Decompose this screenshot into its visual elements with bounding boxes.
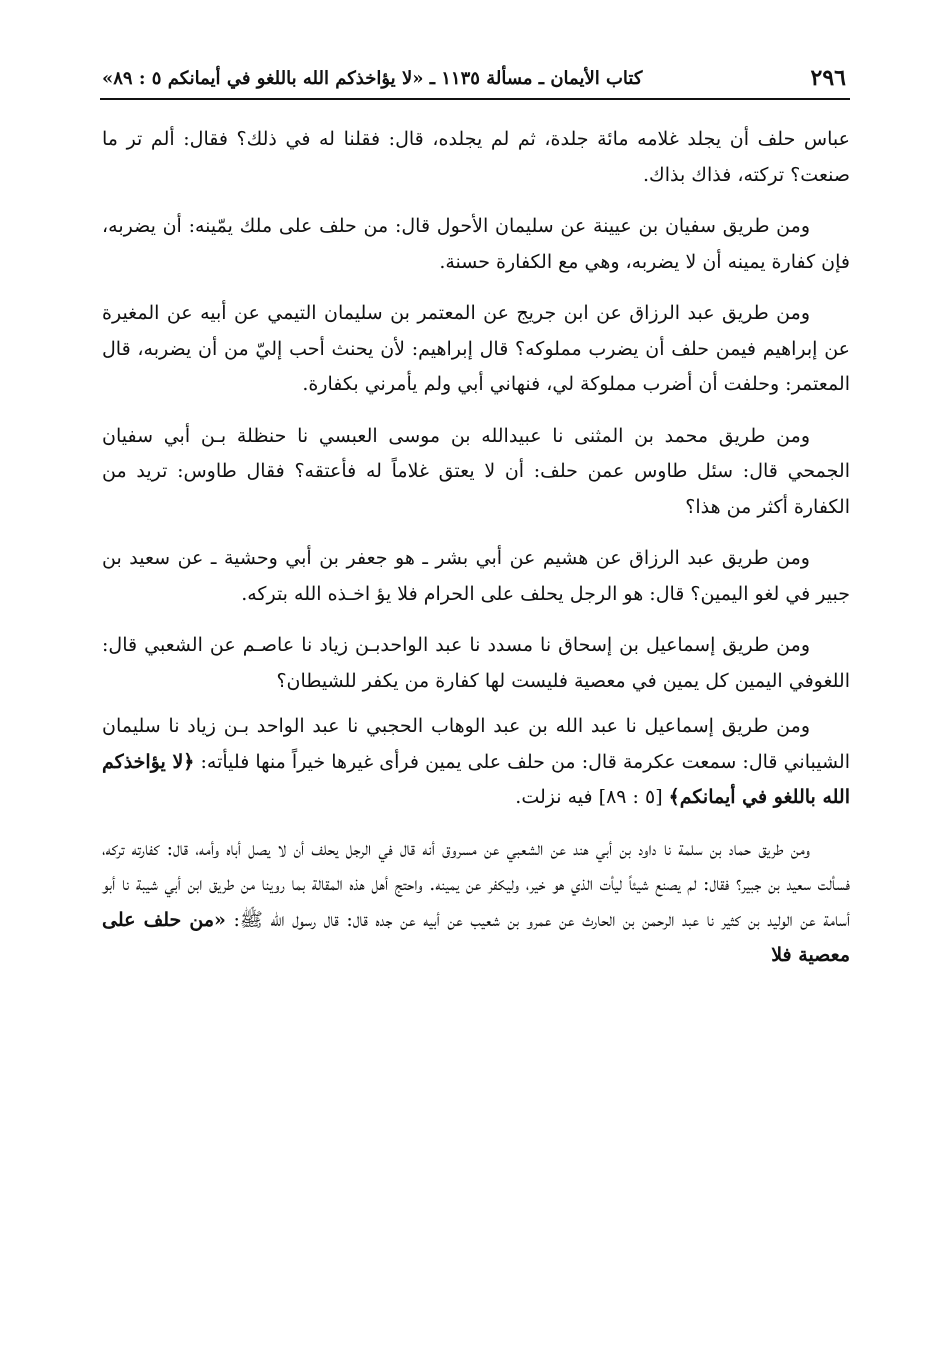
running-head: كتاب الأيمان ـ مسألة ١١٣٥ ـ «لا يؤاخذكم الله باللغو في أيمانكم ٥ : ٨٩» xyxy=(102,67,643,89)
paragraph-8-text: ومن طريق حماد بن سلمة نا داود بن أبي هند عن الشعبي عن مسروق أنه قال في الرجل يحلف أن لا يصل أباه وأمه، قال: كفارته تركه، فسألت سعيد بن جبير؟ فقال: لم يصنع شيئاً ليأت الذي هو خير، وليكفر عن يمينه. واحتج أهل هذه المقالة بما روينا من طريق ابن أبي شيبة نا أبو أسامة عن الوليد بن كثير نا عبد الرحمن بن الحارث عن عمرو بن شعيب عن أبيه عن جده قال: قال رسول الله ﷺ: xyxy=(102,837,850,931)
body-text xyxy=(102,122,850,990)
page-number: ٢٩٦ xyxy=(810,65,846,91)
paragraph-4: ومن طريق محمد بن المثنى نا عبيدالله بن موسى العبسي نا حنظلة بـن أبي سفيان الجمحي قال: سئل طاوس عمن حلف: أن لا يعتق غلاماً له فأعتقه؟ فقال طاوس: تريد من الكفارة أكثر من هذا؟ xyxy=(102,424,850,518)
paragraph-7-ending: [٥ : ٨٩] فيه نزلت. xyxy=(515,786,669,808)
paragraph-6: ومن طريق إسماعيل بن إسحاق نا مسدد نا عبد الواحدبـن زياد نا عاصـم عن الشعبي قال: اللغوفي اليمين كل يمين في معصية فليست لها كفارة من يكفر للشيطان؟ xyxy=(102,634,850,692)
paragraph-3: ومن طريق عبد الرزاق عن ابن جريج عن المعتمر بن سليمان التيمي عن أبيه عن المغيرة عن إبراهيم فيمن حلف أن يضرب مملوكه؟ قال إبراهيم: لأن يحنث أحب إليّ من أن يضربه، قال المعتمر: وحلفت أن أضرب مملوكة لي، فنهاني أبي ولم يأمرني بكفارة. xyxy=(102,302,850,395)
paragraph-8 xyxy=(102,832,850,974)
page-header xyxy=(100,58,850,100)
paragraph-7-text: ومن طريق إسماعيل نا عبد الله بن عبد الوهاب الحجبي نا عبد الواحد بـن زياد نا سليمان الشيباني قال: سمعت عكرمة قال: من حلف على يمين فرأى غيرها خيراً منها فليأته: xyxy=(102,715,850,773)
quran-quote: ﴿لا يؤاخذكم الله باللغو في أيمانكم﴾ xyxy=(102,750,850,808)
hadith-quote: «من حلف على معصية فلا xyxy=(102,908,850,966)
paragraph-5: ومن طريق عبد الرزاق عن هشيم عن أبي بشر ـ هو جعفر بن أبي وحشية ـ عن سعيد بن جبير في لغو اليمين؟ قال: هو الرجل يحلف على الحرام فلا يؤ اخـذه الله بتركه. xyxy=(102,547,850,605)
paragraph-7 xyxy=(102,709,850,816)
paragraph-1: عباس حلف أن يجلد غلامه مائة جلدة، ثم لم يجلده، قال: فقلنا له في ذلك؟ فقال: ألم تر ما صنعت؟ تركته، فذاك بذاك. xyxy=(102,128,850,186)
paragraph-2: ومن طريق سفيان بن عيينة عن سليمان الأحول قال: من حلف على ملك يمّينه: أن يضربه، فإن كفارة يمينه أن لا يضربه، وهي مع الكفارة حسنة. xyxy=(102,215,850,273)
